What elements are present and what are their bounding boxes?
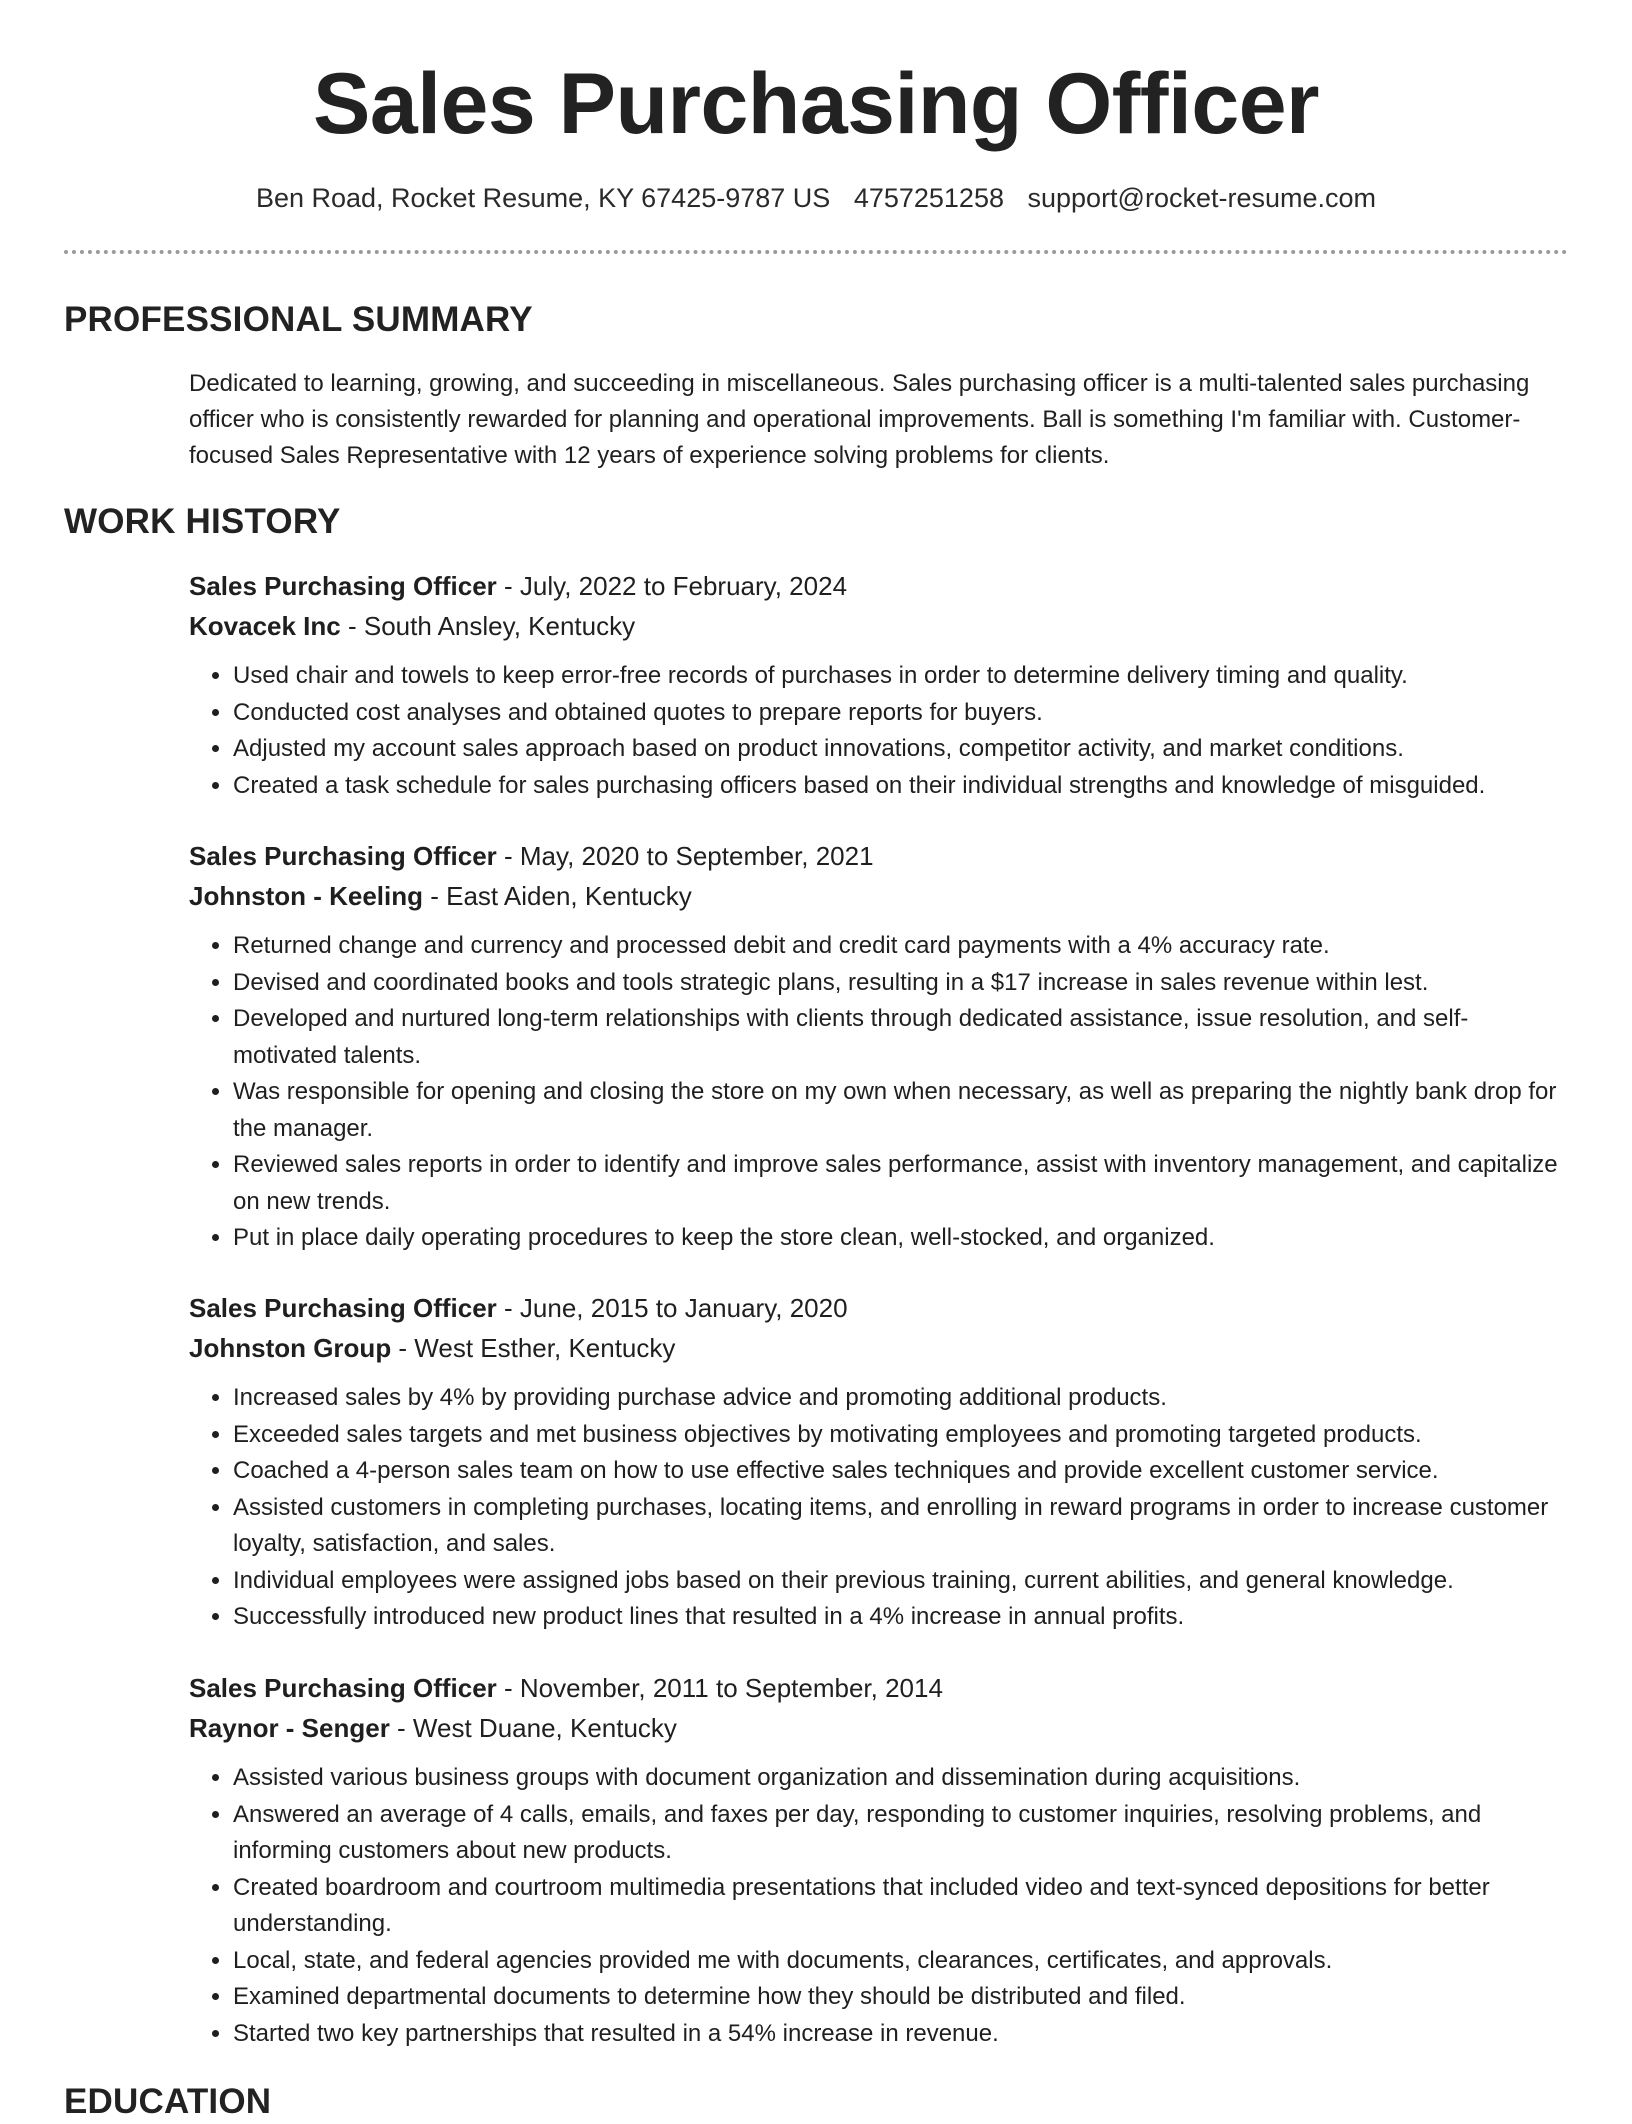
list-item: • Created a task schedule for sales purchasing officers based on their individual strengths and knowledge of misguided. [233,768,1569,805]
list-item: • Assisted customers in completing purchases, locating items, and enrolling in reward programs in order to increase customer loyalty, satisfaction, and sales. [233,1490,1569,1563]
job-bullets [189,1380,1569,1636]
work-history-heading: WORK HISTORY [64,502,341,541]
list-item: • Examined departmental documents to determine how they should be distributed and filed. [233,1979,1569,2016]
job-location: - South Ansley, Kentucky [340,611,636,641]
job-bullets [189,658,1569,804]
job-entry [189,1288,1569,1636]
summary-heading: PROFESSIONAL SUMMARY [64,300,533,339]
list-item: • Assisted various business groups with document organization and dissemination during acquisitions. [233,1760,1569,1797]
list-item: • Put in place daily operating procedures to keep the store clean, well-stocked, and organized. [233,1220,1569,1257]
list-item: • Created boardroom and courtroom multimedia presentations that included video and text-synced depositions for better understanding. [233,1870,1569,1943]
list-item: • Coached a 4-person sales team on how to use effective sales techniques and provide excellent customer service. [233,1453,1569,1490]
job-dates: - May, 2020 to September, 2021 [496,841,874,871]
list-item: • Successfully introduced new product lines that resulted in a 4% increase in annual profits. [233,1599,1569,1636]
job-company: Raynor - Senger [189,1713,390,1743]
job-location: - West Duane, Kentucky [389,1713,677,1743]
resume-name: Sales Purchasing Officer [312,56,1320,152]
job-entry [189,566,1569,804]
summary-text: Dedicated to learning, growing, and succeeding in miscellaneous. Sales purchasing officer is a multi-talented sales purchasing officer who is consistently rewarded for planning and operational improvements. Ball is something I'm familiar with. Customer-focused Sales Representative with 12 years of experience solving problems for clients. [189,370,1530,469]
contact-address: Ben Road, Rocket Resume, KY 67425-9787 US [255,183,831,213]
list-item: • Adjusted my account sales approach based on product innovations, competitor activity, and market conditions. [233,731,1569,768]
list-item: • Used chair and towels to keep error-free records of purchases in order to determine delivery timing and quality. [233,658,1569,695]
job-bullets [189,1760,1569,2052]
job-dates: - November, 2011 to September, 2014 [496,1673,943,1703]
job-dates: - June, 2015 to January, 2020 [496,1293,848,1323]
list-item: • Individual employees were assigned jobs based on their previous training, current abilities, and general knowledge. [233,1563,1569,1600]
list-item: • Conducted cost analyses and obtained quotes to prepare reports for buyers. [233,695,1569,732]
job-title-line [189,1668,1569,1708]
job-company-line [189,876,1569,916]
contact-line [0,180,1632,216]
job-entry [189,836,1569,1257]
job-title-line [189,1288,1569,1328]
job-role: Sales Purchasing Officer [189,571,497,601]
job-entry [189,1668,1569,2052]
education-heading: EDUCATION [64,2082,272,2121]
job-dates: - July, 2022 to February, 2024 [496,571,848,601]
list-item: • Returned change and currency and processed debit and credit card payments with a 4% accuracy rate. [233,928,1569,965]
contact-phone: 4757251258 [853,183,1004,213]
job-company: Johnston - Keeling [189,881,423,911]
list-item: • Was responsible for opening and closing the store on my own when necessary, as well as preparing the nightly bank drop for the manager. [233,1074,1569,1147]
list-item: • Local, state, and federal agencies provided me with documents, clearances, certificates, and approvals. [233,1943,1569,1980]
list-item: • Reviewed sales reports in order to identify and improve sales performance, assist with inventory management, and capitalize on new trends. [233,1147,1569,1220]
job-company: Kovacek Inc [189,611,341,641]
job-company-line [189,1708,1569,1748]
list-item: • Started two key partnerships that resulted in a 54% increase in revenue. [233,2016,1569,2053]
job-role: Sales Purchasing Officer [189,1673,497,1703]
list-item: • Exceeded sales targets and met business objectives by motivating employees and promoting targeted products. [233,1417,1569,1454]
job-bullets [189,928,1569,1257]
job-company-line [189,1328,1569,1368]
job-company: Johnston Group [189,1333,392,1363]
job-location: - West Esther, Kentucky [391,1333,676,1363]
job-title-line [189,566,1569,606]
job-role: Sales Purchasing Officer [189,1293,497,1323]
header-divider [64,250,1568,254]
job-role: Sales Purchasing Officer [189,841,497,871]
list-item: • Devised and coordinated books and tools strategic plans, resulting in a $17 increase in sales revenue within lest. [233,965,1569,1002]
list-item: • Developed and nurtured long-term relationships with clients through dedicated assistance, issue resolution, and self-motivated talents. [233,1001,1569,1074]
list-item: • Increased sales by 4% by providing purchase advice and promoting additional products. [233,1380,1569,1417]
job-company-line [189,606,1569,646]
contact-email: support@rocket-resume.com [1027,183,1377,213]
job-title-line [189,836,1569,876]
list-item: • Answered an average of 4 calls, emails, and faxes per day, responding to customer inquiries, resolving problems, and informing customers about new products. [233,1797,1569,1870]
job-location: - East Aiden, Kentucky [423,881,692,911]
